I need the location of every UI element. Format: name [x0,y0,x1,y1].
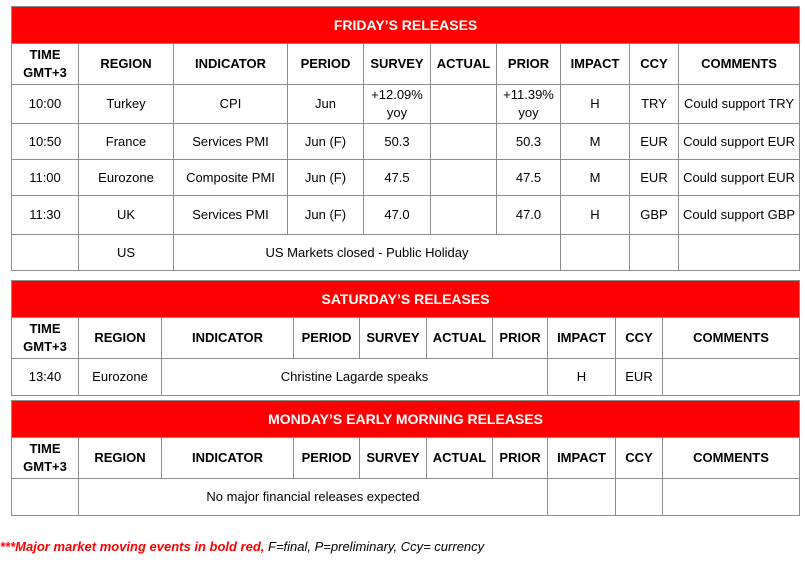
cell-time: 10:50 [12,124,79,160]
header-comments: COMMENTS [679,44,800,85]
cell-survey: 47.0 [364,196,431,235]
header-impact: IMPACT [548,438,616,479]
cell-region: UK [79,196,174,235]
table-row [12,124,800,160]
cell-period: Jun (F) [288,160,364,196]
cell-ccy [616,479,663,516]
header-ccy: CCY [630,44,679,85]
cell-time: 11:00 [12,160,79,196]
cell-actual [431,124,497,160]
header-actual: ACTUAL [427,438,493,479]
cell-survey: 50.3 [364,124,431,160]
cell-actual [431,160,497,196]
header-period: PERIOD [294,318,360,359]
cell-time [12,479,79,516]
cell-comments: Could support EUR [679,160,800,196]
cell-comments: Could support EUR [679,124,800,160]
header-actual: ACTUAL [427,318,493,359]
cell-period: Jun [288,85,364,124]
header-indicator: INDICATOR [162,438,294,479]
cell-impact: M [561,124,630,160]
cell-impact [561,235,630,271]
cell-prior: 50.3 [497,124,561,160]
cell-time: 11:30 [12,196,79,235]
cell-comments [663,359,800,396]
cell-comments [679,235,800,271]
cell-survey: +12.09% yoy [364,85,431,124]
cell-survey: 47.5 [364,160,431,196]
cell-ccy: EUR [630,124,679,160]
cell-region: Turkey [79,85,174,124]
table-row [12,235,800,271]
header-period: PERIOD [288,44,364,85]
cell-period: Jun (F) [288,124,364,160]
table-row [12,359,800,396]
header-prior: PRIOR [493,438,548,479]
cell-region: France [79,124,174,160]
header-region: REGION [79,318,162,359]
cell-impact: H [548,359,616,396]
table-row [12,479,800,516]
header-survey: SURVEY [364,44,431,85]
header-region: REGION [79,44,174,85]
header-survey: SURVEY [360,318,427,359]
header-prior: PRIOR [493,318,548,359]
header-region: REGION [79,438,162,479]
cell-time: 13:40 [12,359,79,396]
header-comments: COMMENTS [663,438,800,479]
monday-title: MONDAY’S EARLY MORNING RELEASES [12,401,800,438]
cell-comments [663,479,800,516]
saturday-releases-table [11,280,800,396]
cell-prior: 47.0 [497,196,561,235]
cell-region: Eurozone [79,359,162,396]
cell-time: 10:00 [12,85,79,124]
cell-ccy [630,235,679,271]
header-time: TIME GMT+3 [12,44,79,85]
cell-indicator: CPI [174,85,288,124]
header-prior: PRIOR [497,44,561,85]
cell-ccy: GBP [630,196,679,235]
header-ccy: CCY [616,318,663,359]
cell-comments: Could support TRY [679,85,800,124]
cell-impact [548,479,616,516]
header-survey: SURVEY [360,438,427,479]
cell-prior: +11.39% yoy [497,85,561,124]
cell-ccy: EUR [616,359,663,396]
cell-ccy: TRY [630,85,679,124]
footnote-legend-text: F=final, P=preliminary, Ccy= currency [264,539,485,554]
header-comments: COMMENTS [663,318,800,359]
table-row [12,85,800,124]
header-impact: IMPACT [561,44,630,85]
cell-impact: H [561,85,630,124]
footnote-red-text: ***Major market moving events in bold red, [0,539,265,554]
cell-impact: M [561,160,630,196]
cell-note: US Markets closed - Public Holiday [174,235,561,271]
cell-region: Eurozone [79,160,174,196]
table-row [12,196,800,235]
cell-prior: 47.5 [497,160,561,196]
friday-releases-table [11,6,800,271]
header-ccy: CCY [616,438,663,479]
header-impact: IMPACT [548,318,616,359]
header-period: PERIOD [294,438,360,479]
cell-region: US [79,235,174,271]
cell-actual [431,196,497,235]
table-row [12,160,800,196]
footnote [0,539,484,554]
header-actual: ACTUAL [431,44,497,85]
cell-ccy: EUR [630,160,679,196]
cell-note: No major financial releases expected [79,479,548,516]
saturday-title: SATURDAY’S RELEASES [12,281,800,318]
cell-period: Jun (F) [288,196,364,235]
cell-indicator: Services PMI [174,124,288,160]
header-indicator: INDICATOR [162,318,294,359]
friday-title: FRIDAY’S RELEASES [12,7,800,44]
cell-indicator: Composite PMI [174,160,288,196]
cell-time [12,235,79,271]
header-time: TIME GMT+3 [12,318,79,359]
cell-actual [431,85,497,124]
cell-indicator: Services PMI [174,196,288,235]
header-indicator: INDICATOR [174,44,288,85]
cell-comments: Could support GBP [679,196,800,235]
cell-note: Christine Lagarde speaks [162,359,548,396]
monday-releases-table [11,400,800,516]
cell-impact: H [561,196,630,235]
header-time: TIME GMT+3 [12,438,79,479]
